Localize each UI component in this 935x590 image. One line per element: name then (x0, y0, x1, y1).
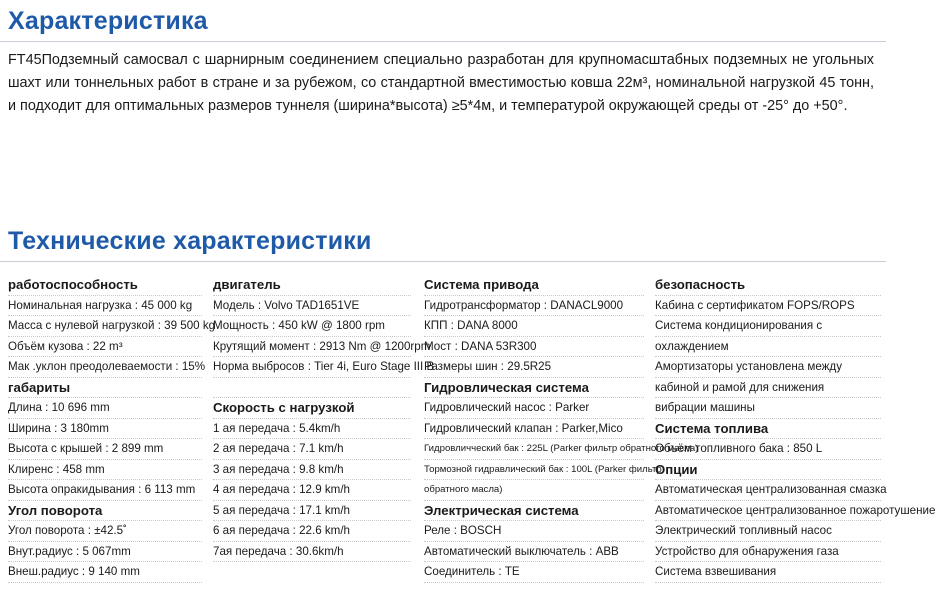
spec-row: Гидровличческий бак : 225L (Parker фильтр обратного масла) (424, 439, 644, 460)
spec-row: Длина : 10 696 mm (8, 398, 202, 419)
spec-row: Внеш.радиус : 9 140 mm (8, 562, 202, 583)
spec-section-heading: работоспособность (8, 275, 202, 296)
spec-section-heading: Скорость с нагрузкой (213, 398, 411, 419)
specs-title-underline (0, 261, 886, 262)
spec-row: Гидровлический клапан : Parker,Mico (424, 419, 644, 440)
spec-row: обратного масла) (424, 480, 644, 501)
spec-column-engine (213, 275, 435, 562)
spec-row: Тормозной гидравлический бак : 100L (Parker фильтр (424, 460, 644, 481)
section-title-characteristics: Характеристика (8, 7, 208, 35)
spec-row: Мак .уклон преодолеваемости : 15% (8, 357, 202, 378)
spec-row: Автоматическое централизованное пожаротушение (655, 501, 881, 522)
spec-section-heading: габариты (8, 378, 202, 399)
intro-paragraph: FT45Подземный самосвал с шарнирным соединением специально разработан для крупномасштабных подземных не угольных шахт или тоннельных работ в стране и за рубежом, со стандартной вместимостью ковша 22м³, номинальной нагрузкой 45 тонн, и подходит для оптимальных размеров туннеля (ширина*высота) ≥5*4м, и температурой окружающей среды от -25° до +50°. (8, 52, 874, 114)
spec-row: 2 ая передача : 7.1 km/h (213, 439, 411, 460)
spec-row: Кабина с сертификатом FOPS/ROPS (655, 296, 881, 317)
spec-section-heading: Система топлива (655, 419, 881, 440)
spec-row: Мощность : 450 kW @ 1800 rpm (213, 316, 411, 337)
spec-row: Гидровлический насос : Parker (424, 398, 644, 419)
section-title-tech-specs: Технические характеристики (8, 227, 372, 255)
spec-row: 4 ая передача : 12.9 km/h (213, 480, 411, 501)
spec-row: Размеры шин : 29.5R25 (424, 357, 644, 378)
spec-column-safety (655, 275, 935, 583)
spec-row: Модель : Volvo TAD1651VE (213, 296, 411, 317)
spec-row (213, 378, 411, 399)
spec-row: Система кондиционирования с (655, 316, 881, 337)
spec-row: Ширина : 3 180mm (8, 419, 202, 440)
spec-row: Амортизаторы установлена между (655, 357, 881, 378)
spec-row: Автоматический выключатель : ABB (424, 542, 644, 563)
spec-row: 3 ая передача : 9.8 km/h (213, 460, 411, 481)
spec-row: Внут.радиус : 5 067mm (8, 542, 202, 563)
spec-row: Реле : BOSCH (424, 521, 644, 542)
spec-section-heading: безопасность (655, 275, 881, 296)
spec-row: Объём кузова : 22 m³ (8, 337, 202, 358)
spec-row: Высота с крышей : 2 899 mm (8, 439, 202, 460)
spec-row: 1 ая передача : 5.4km/h (213, 419, 411, 440)
spec-section-heading: Опции (655, 460, 881, 481)
title-underline (0, 41, 886, 42)
spec-section-heading: Система привода (424, 275, 644, 296)
spec-section-heading: Электрическая система (424, 501, 644, 522)
spec-row: Гидротрансформатор : DANACL9000 (424, 296, 644, 317)
spec-row: Соединитель : TE (424, 562, 644, 583)
spec-row: Клиренс : 458 mm (8, 460, 202, 481)
spec-row: кабиной и рамой для снижения (655, 378, 881, 399)
spec-row: Норма выбросов : Tier 4i, Euro Stage III B (213, 357, 411, 378)
spec-row: Объём топливного бака : 850 L (655, 439, 881, 460)
spec-row: Крутящий момент : 2913 Nm @ 1200rpm (213, 337, 411, 358)
spec-row: КПП : DANA 8000 (424, 316, 644, 337)
spec-row: 5 ая передача : 17.1 km/h (213, 501, 411, 522)
spec-row: вибрации машины (655, 398, 881, 419)
spec-row: Автоматическая централизованная смазка (655, 480, 881, 501)
spec-row: Система взвешивания (655, 562, 881, 583)
spec-row: Номинальная нагрузка : 45 000 kg (8, 296, 202, 317)
spec-row: Угол поворота : ±42.5˚ (8, 521, 202, 542)
spec-section-heading: Гидровлическая система (424, 378, 644, 399)
spec-row: охлаждением (655, 337, 881, 358)
spec-section-heading: двигатель (213, 275, 411, 296)
spec-section-heading: Угол поворота (8, 501, 202, 522)
spec-row: Мост : DANA 53R300 (424, 337, 644, 358)
spec-row: Высота опракидывания : 6 113 mm (8, 480, 202, 501)
spec-row: Электрический топливный насос (655, 521, 881, 542)
spec-row: 7ая передача : 30.6km/h (213, 542, 411, 563)
spec-row: Устройство для обнаружения газа (655, 542, 881, 563)
spec-row: Масса с нулевой нагрузкой : 39 500 kg (8, 316, 202, 337)
spec-column-performance (8, 275, 216, 583)
spec-row: 6 ая передача : 22.6 km/h (213, 521, 411, 542)
